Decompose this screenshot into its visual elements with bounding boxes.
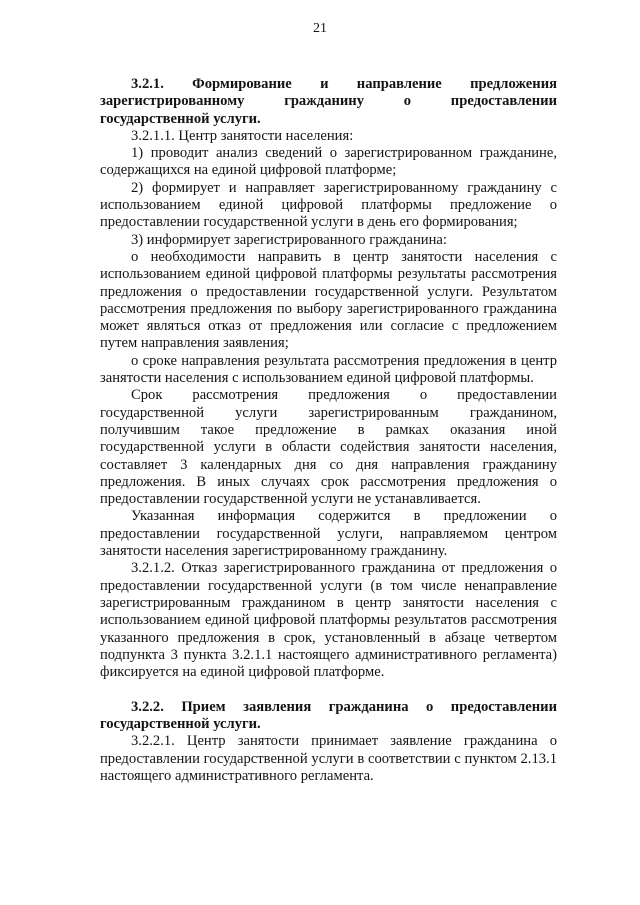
page-number: 21 xyxy=(313,21,327,36)
section-heading-3-2-1: 3.2.1. Формирование и направление предложения зарегистрированному гражданину о предоставлении государственной услуги. xyxy=(100,76,557,127)
paragraph: 3) информирует зарегистрированного гражданина: xyxy=(131,231,447,248)
paragraph: Указанная информация содержится в предложении о предоставлении государственной услуги, направляемом центром занятости населения зарегистрированному гражданину. xyxy=(100,508,557,560)
paragraph: о необходимости направить в центр занятости населения с использованием единой цифровой платформы результаты рассмотрения предложения о предоставлении государственной услуги. Результатом рассмотрения предложения по выбору зарегистрированного гражданина может являться отказ от предложения или согласие с предложением путем направления заявления; xyxy=(100,248,557,352)
paragraph: Срок рассмотрения предложения о предоставлении государственной услуги зарегистрированным гражданином, получившим такое предложение в рамках оказания иной государственной услуги в области содействия занятости населения, составляет 3 календарных дня со дня направления гражданину предложения. В иных случаях срок рассмотрения предложения о предоставлении государственной услуги не устанавливается. xyxy=(100,387,557,508)
section-heading-3-2-2: 3.2.2. Прием заявления гражданина о предоставлении государственной услуги. xyxy=(100,698,557,732)
paragraph: 3.2.1.1. Центр занятости населения: xyxy=(131,127,354,144)
paragraph: 3.2.2.1. Центр занятости принимает заявление гражданина о предоставлении государственной услуги в соответствии с пунктом 2.13.1 настоящего административного регламента. xyxy=(100,733,557,784)
paragraph: 2) формирует и направляет зарегистрированному гражданину с использованием единой цифровой платформы предложение о предоставлении государственной услуги в день его формирования; xyxy=(100,179,557,231)
paragraph: 3.2.1.2. Отказ зарегистрированного гражданина от предложения о предоставлении государственной услуги (в том числе ненаправление зарегистрированным гражданином в центр занятости населения с использованием единой цифровой платформы результатов рассмотрения указанного предложения в срок, установленный в абзаце четвертом подпункта 3 пункта 3.2.1.1 настоящего административного регламента) фиксируется на единой цифровой платформе. xyxy=(100,560,557,681)
document-body xyxy=(100,76,557,785)
paragraph: о сроке направления результата рассмотрения предложения в центр занятости населения с использованием единой цифровой платформы. xyxy=(100,352,557,387)
paragraph: 1) проводит анализ сведений о зарегистрированном гражданине, содержащихся на единой цифровой платформе; xyxy=(100,145,557,179)
